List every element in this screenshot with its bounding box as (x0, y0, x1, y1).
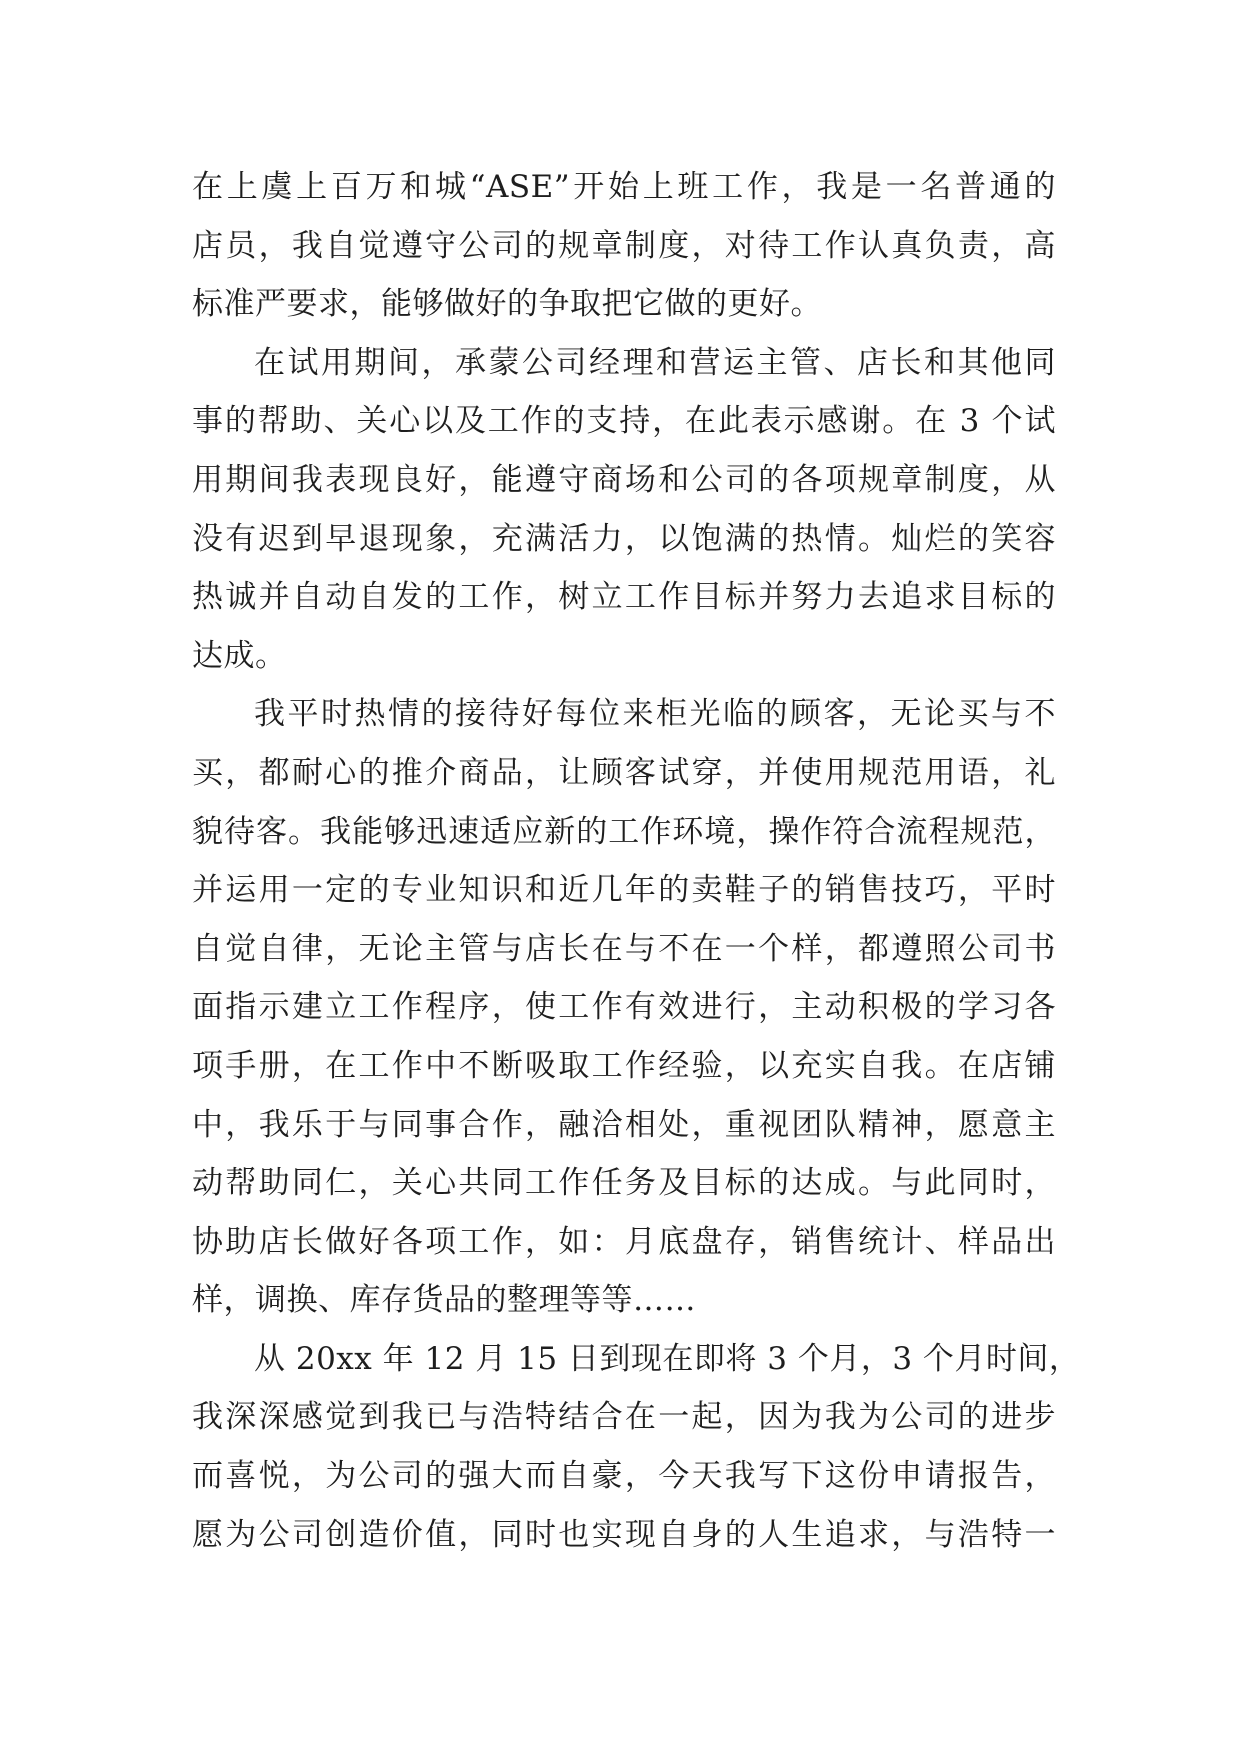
text-line: 样，调换、库存货品的整理等等…… (192, 1282, 696, 1319)
text-line: 愿为公司创造价值，同时也实现自身的人生追求，与浩特一 (192, 1516, 1056, 1553)
text-line: 貌待客。我能够迅速适应新的工作环境，操作符合流程规范， (192, 813, 1056, 850)
text-line: 从 20xx 年 12 月 15 日到现在即将 3 个月，3 个月时间， (254, 1340, 1081, 1377)
text-line: 我深深感觉到我已与浩特结合在一起，因为我为公司的进步 (192, 1399, 1056, 1436)
text-line: 并运用一定的专业知识和近几年的卖鞋子的销售技巧，平时 (192, 872, 1056, 909)
text-line: 而喜悦，为公司的强大而自豪，今天我写下这份申请报告， (192, 1458, 1056, 1495)
text-line: 没有迟到早退现象，充满活力，以饱满的热情。灿烂的笑容 (192, 520, 1056, 557)
text-line: 事的帮助、关心以及工作的支持，在此表示感谢。在 3 个试 (192, 403, 1056, 440)
text-line: 用期间我表现良好，能遵守商场和公司的各项规章制度，从 (192, 461, 1056, 498)
text-line: 我平时热情的接待好每位来柜光临的顾客，无论买与不 (254, 696, 1056, 733)
text-line: 项手册，在工作中不断吸取工作经验，以充实自我。在店铺 (192, 1047, 1056, 1084)
text-line: 在上虞上百万和城“ASE”开始上班工作，我是一名普通的 (192, 169, 1056, 205)
text-line: 自觉自律，无论主管与店长在与不在一个样，都遵照公司书 (192, 930, 1056, 967)
text-line: 动帮助同仁，关心共同工作任务及目标的达成。与此同时， (192, 1165, 1056, 1202)
text-line: 热诚并自动自发的工作，树立工作目标并努力去追求目标的 (192, 579, 1056, 616)
text-line: 在试用期间，承蒙公司经理和营运主管、店长和其他同 (254, 344, 1056, 381)
text-line: 协助店长做好各项工作，如：月底盘存，销售统计、样品出 (192, 1223, 1056, 1260)
text-line: 店员，我自觉遵守公司的规章制度，对待工作认真负责，高 (192, 227, 1056, 264)
text-line: 中，我乐于与同事合作，融洽相处，重视团队精神，愿意主 (192, 1106, 1056, 1143)
text-line: 买，都耐心的推介商品，让顾客试穿，并使用规范用语，礼 (192, 754, 1056, 791)
text-line: 标准严要求，能够做好的争取把它做的更好。 (192, 286, 822, 323)
body-text (192, 158, 1081, 1564)
text-line: 面指示建立工作程序，使工作有效进行，主动积极的学习各 (192, 989, 1056, 1026)
text-line: 达成。 (192, 637, 287, 674)
